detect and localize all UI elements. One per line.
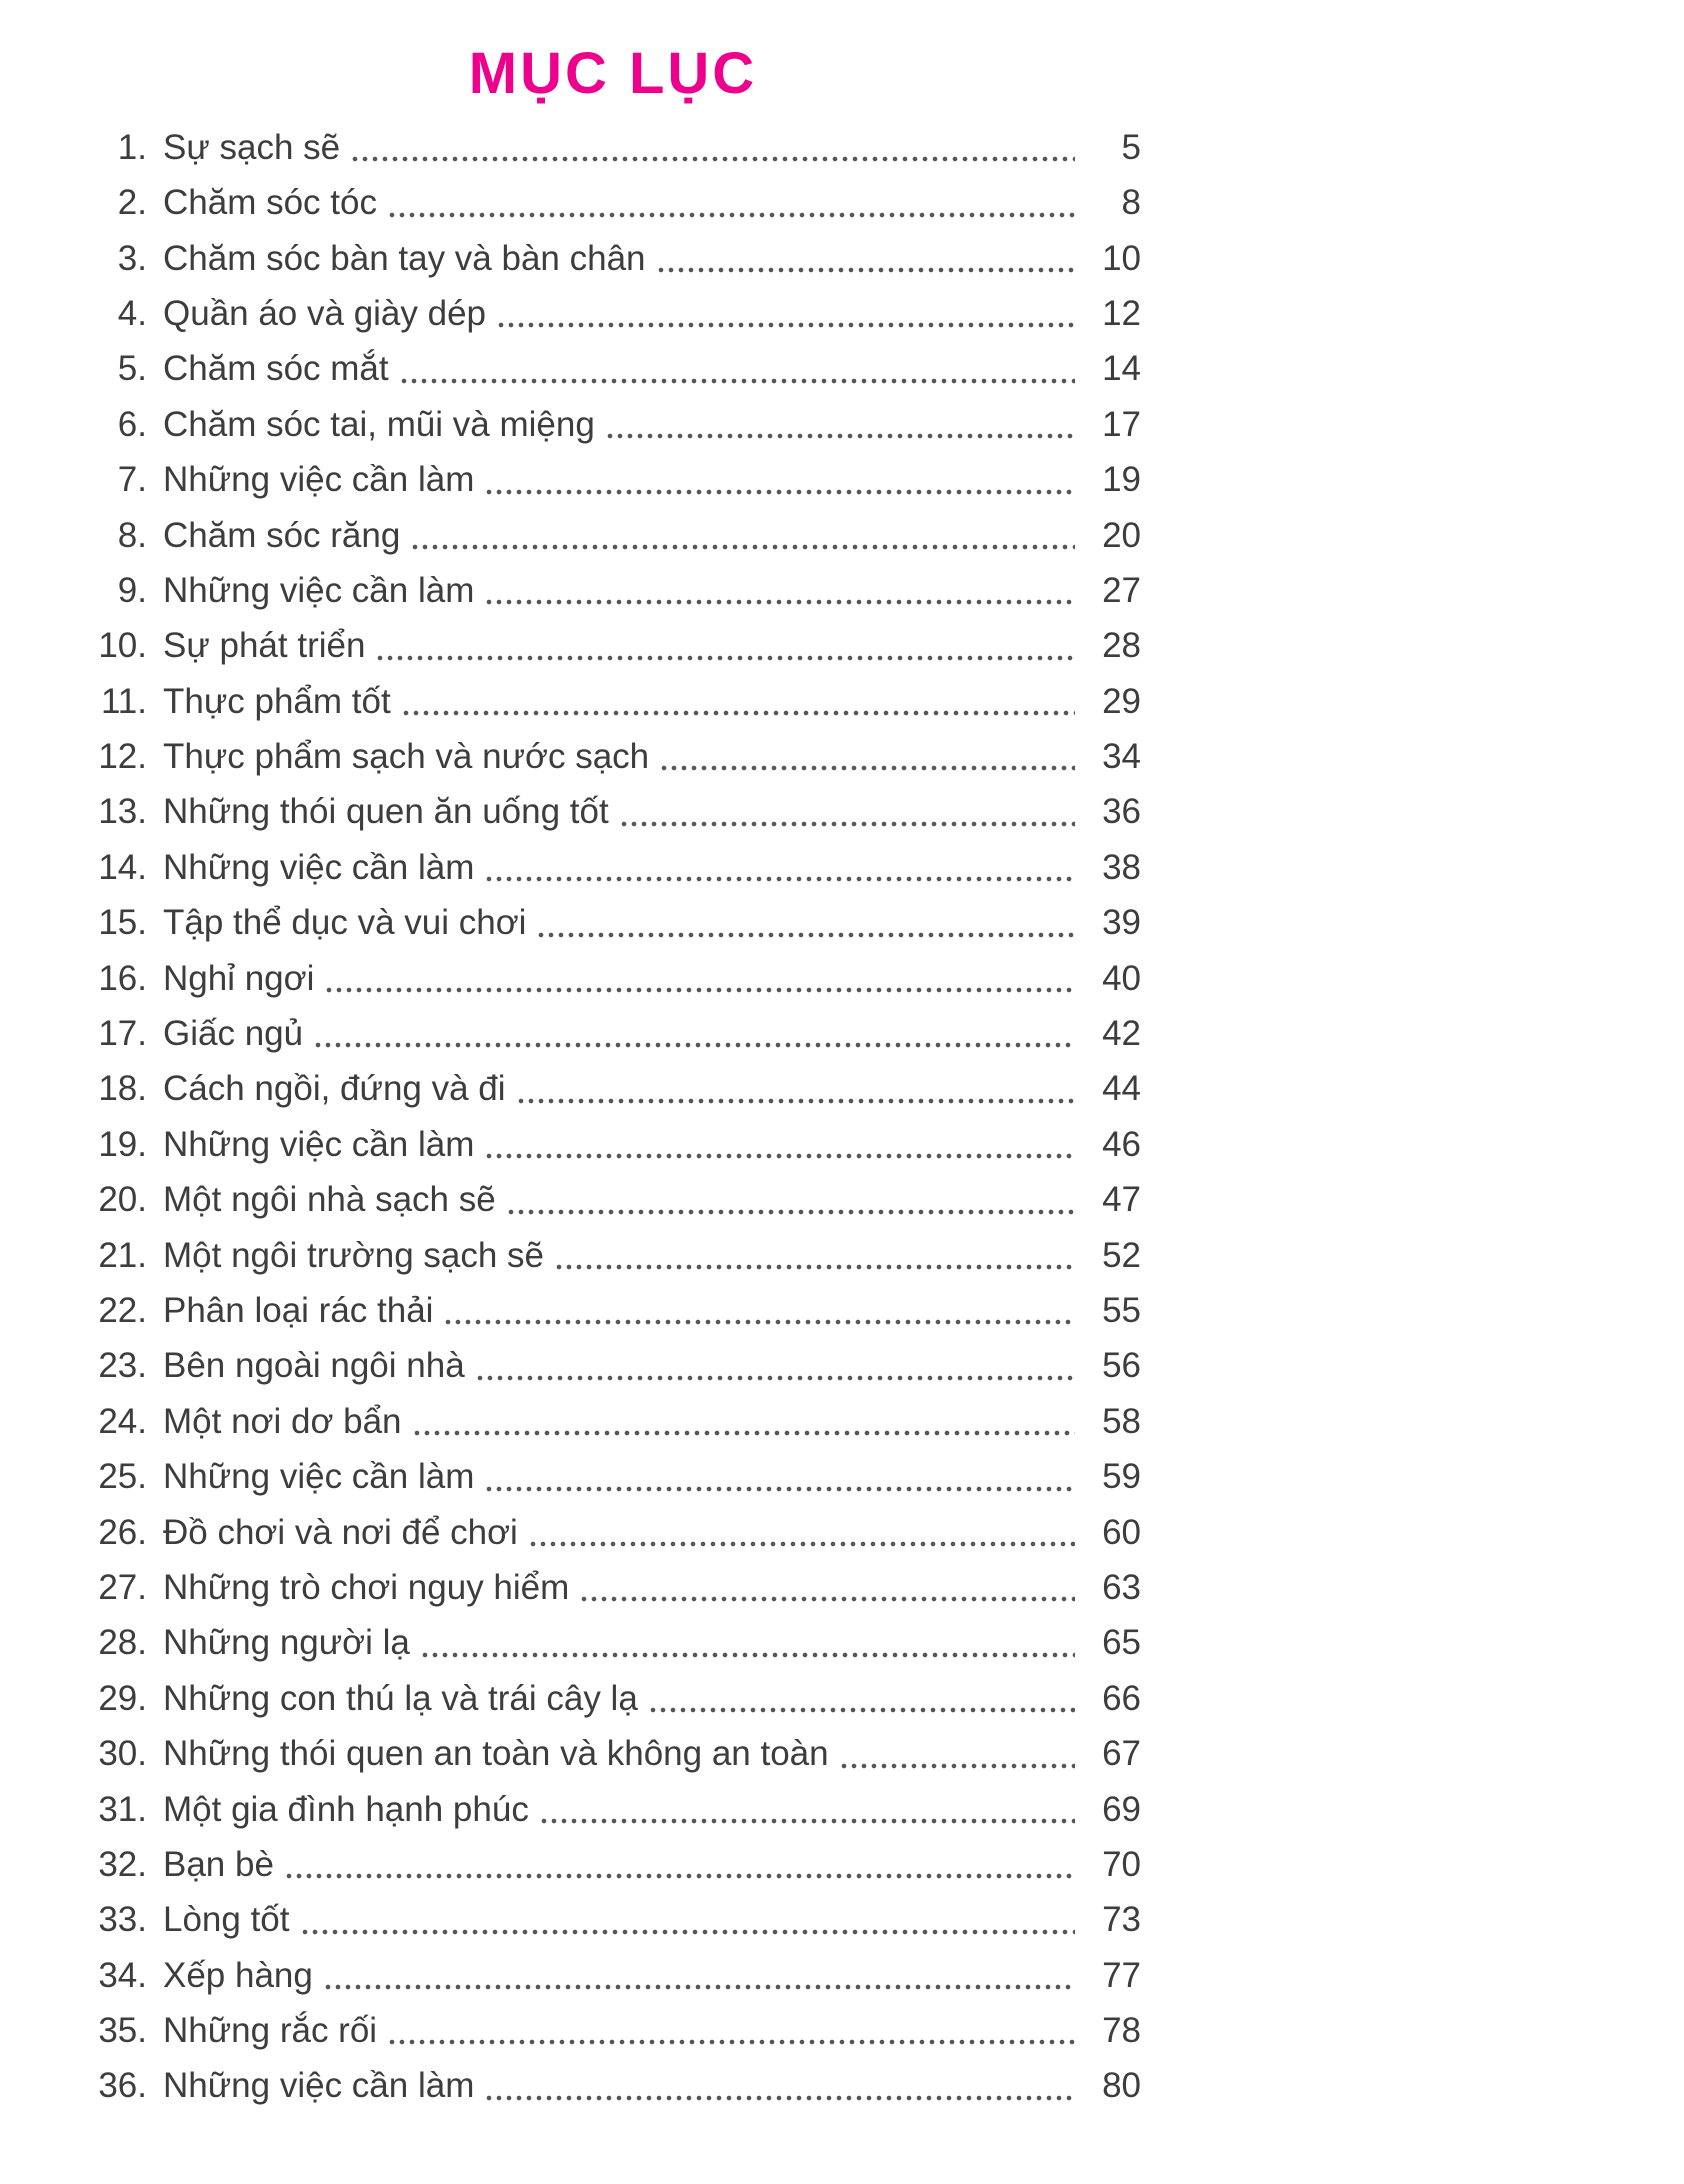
toc-entry-number: 32. <box>98 1844 147 1884</box>
dot-leader <box>539 1782 1075 1837</box>
toc-entry-title: Những rắc rối <box>163 2011 378 2051</box>
dot-leader <box>484 563 1075 618</box>
toc-entry-page: 28 <box>1102 626 1141 666</box>
toc-entry-number: 1. <box>117 127 147 167</box>
toc-entry-page: 20 <box>1102 515 1141 555</box>
toc-entry <box>85 895 1141 950</box>
dot-leader <box>375 618 1075 673</box>
toc-entry <box>85 618 1141 673</box>
toc-entry-title: Giấc ngủ <box>163 1014 304 1054</box>
toc-entry-page: 12 <box>1102 293 1141 333</box>
toc-entry-title: Đồ chơi và nơi để chơi <box>163 1512 518 1552</box>
toc-entry-title: Xếp hàng <box>163 1955 313 1995</box>
toc-entry-page: 60 <box>1102 1512 1141 1552</box>
toc-entry-title: Những người lạ <box>163 1623 410 1663</box>
dot-leader <box>313 1006 1075 1061</box>
toc-entry <box>85 951 1141 1006</box>
toc-entry <box>85 1782 1141 1837</box>
dot-leader <box>410 508 1075 563</box>
toc-entry-page: 17 <box>1102 404 1141 444</box>
dot-leader <box>475 1338 1075 1393</box>
toc-entry <box>85 1006 1141 1061</box>
toc-entry-title: Thực phẩm tốt <box>163 681 391 721</box>
page-title: MỤC LỤC <box>468 41 758 106</box>
toc-entry-number: 10. <box>98 626 147 666</box>
dot-leader <box>648 1671 1075 1726</box>
toc-entry-title: Những việc cần làm <box>163 570 475 610</box>
toc-entry-title: Cách ngồi, đứng và đi <box>163 1069 506 1109</box>
toc-entry-title: Một nơi dơ bẩn <box>163 1401 402 1441</box>
toc-entry-title: Chăm sóc tóc <box>163 183 377 223</box>
toc-entry-page: 44 <box>1102 1069 1141 1109</box>
toc-entry-title: Những việc cần làm <box>163 1124 475 1164</box>
dot-leader <box>324 951 1075 1006</box>
toc-entry <box>85 563 1141 618</box>
toc-entry-page: 14 <box>1102 349 1141 389</box>
toc-entry-number: 6. <box>117 404 147 444</box>
dot-leader <box>420 1615 1075 1670</box>
toc-entry-title: Những thói quen ăn uống tốt <box>163 792 609 832</box>
toc-entry <box>85 1671 1141 1726</box>
toc-entry-number: 2. <box>117 183 147 223</box>
toc-entry-number: 31. <box>98 1789 147 1829</box>
toc-entry-page: 47 <box>1102 1180 1141 1220</box>
dot-leader <box>554 1228 1075 1283</box>
toc-entry-page: 42 <box>1102 1014 1141 1054</box>
toc-entry <box>85 2058 1141 2113</box>
toc-entry <box>85 397 1141 452</box>
toc-entry-number: 28. <box>98 1623 147 1663</box>
toc-entry <box>85 1394 1141 1449</box>
toc-entry-number: 25. <box>98 1457 147 1497</box>
toc-entry <box>85 674 1141 729</box>
toc-entry-page: 56 <box>1102 1346 1141 1386</box>
dot-leader <box>387 175 1075 230</box>
toc-entry <box>85 1338 1141 1393</box>
toc-entry-title: Những thói quen an toàn và không an toàn <box>163 1734 829 1774</box>
toc-entry <box>85 1449 1141 1504</box>
dot-leader <box>300 1892 1076 1947</box>
toc-entry-number: 34. <box>98 1955 147 1995</box>
toc-entry <box>85 729 1141 784</box>
toc-entry-page: 40 <box>1102 958 1141 998</box>
toc-entry-title: Một ngôi nhà sạch sẽ <box>163 1180 496 1220</box>
toc-entry-number: 33. <box>98 1900 147 1940</box>
toc-entry-title: Phân loại rác thải <box>163 1291 434 1330</box>
toc-entry-title: Nghỉ ngơi <box>163 958 315 998</box>
dot-leader <box>605 397 1075 452</box>
toc-entry-page: 36 <box>1102 792 1141 832</box>
toc-entry-page: 52 <box>1102 1235 1141 1275</box>
toc-entry-number: 5. <box>117 349 147 389</box>
toc-entry <box>85 1283 1141 1338</box>
toc-entry-number: 23. <box>98 1346 147 1386</box>
toc-entry-page: 73 <box>1102 1900 1141 1940</box>
toc-entry <box>85 1117 1141 1172</box>
toc-entry-number: 21. <box>98 1235 147 1275</box>
toc-entry-number: 30. <box>98 1734 147 1774</box>
dot-leader <box>536 895 1075 950</box>
toc-entry-number: 27. <box>98 1567 147 1607</box>
toc-entry-page: 69 <box>1102 1789 1141 1829</box>
toc-entry <box>85 452 1141 507</box>
toc-entry-title: Chăm sóc mắt <box>163 349 389 389</box>
toc-entry-page: 34 <box>1102 737 1141 777</box>
toc-entry <box>85 1560 1141 1615</box>
toc-entry-number: 24. <box>98 1401 147 1441</box>
toc-entry-number: 9. <box>117 570 147 610</box>
toc-entry-number: 3. <box>117 238 147 278</box>
toc-entry-title: Chăm sóc tai, mũi và miệng <box>163 404 595 444</box>
dot-leader <box>484 840 1075 895</box>
dot-leader <box>399 341 1075 396</box>
dot-leader <box>323 1948 1075 2003</box>
toc-entry-number: 19. <box>98 1124 147 1164</box>
toc-entry <box>85 1228 1141 1283</box>
toc-entry <box>85 1837 1141 1892</box>
toc-entry-page: 70 <box>1102 1844 1141 1884</box>
toc-entry-number: 14. <box>98 847 147 887</box>
toc-entry-title: Thực phẩm sạch và nước sạch <box>163 737 650 777</box>
dot-leader <box>401 674 1075 729</box>
toc-entry-title: Sự sạch sẽ <box>163 127 341 167</box>
dot-leader <box>412 1394 1075 1449</box>
toc-entry-number: 36. <box>98 2066 147 2106</box>
toc-entry-number: 15. <box>98 903 147 943</box>
toc-entry <box>85 175 1141 230</box>
toc-entry-title: Bạn bè <box>163 1844 274 1884</box>
toc-entry-number: 18. <box>98 1069 147 1109</box>
toc-entry-title: Những việc cần làm <box>163 1457 475 1497</box>
toc-entry-page: 59 <box>1102 1457 1141 1497</box>
toc-entry-page: 78 <box>1102 2011 1141 2051</box>
toc-entry-number: 7. <box>117 460 147 500</box>
toc-entry <box>85 120 1141 175</box>
dot-leader <box>484 1449 1075 1504</box>
toc-entry-number: 11. <box>100 681 147 721</box>
toc-entry-title: Bên ngoài ngôi nhà <box>163 1346 465 1386</box>
toc-entry <box>85 341 1141 396</box>
toc-entry-page: 19 <box>1102 460 1141 500</box>
toc-entry-title: Những việc cần làm <box>163 2066 475 2106</box>
toc-entry <box>85 508 1141 563</box>
toc-list <box>85 120 1141 2114</box>
toc-entry-title: Những việc cần làm <box>163 460 475 500</box>
toc-entry-page: 10 <box>1102 238 1141 278</box>
toc-entry-page: 67 <box>1102 1734 1141 1774</box>
dot-leader <box>443 1283 1075 1338</box>
toc-entry-page: 27 <box>1102 570 1141 610</box>
toc-entry <box>85 286 1141 341</box>
dot-leader <box>387 2003 1075 2058</box>
toc-entry-number: 20. <box>98 1180 147 1220</box>
toc-entry-title: Một ngôi trường sạch sẽ <box>163 1235 545 1275</box>
dot-leader <box>528 1505 1075 1560</box>
toc-entry-page: 63 <box>1102 1567 1141 1607</box>
toc-entry-title: Chăm sóc răng <box>163 515 401 555</box>
dot-leader <box>579 1560 1075 1615</box>
toc-entry-number: 12. <box>98 737 147 777</box>
toc-entry <box>85 231 1141 286</box>
toc-entry-page: 38 <box>1102 847 1141 887</box>
dot-leader <box>496 286 1075 341</box>
toc-entry <box>85 1726 1141 1781</box>
toc-entry-title: Chăm sóc bàn tay và bàn chân <box>163 238 646 278</box>
toc-entry <box>85 2003 1141 2058</box>
toc-entry <box>85 1892 1141 1947</box>
toc-entry-page: 80 <box>1102 2066 1141 2106</box>
dot-leader <box>284 1837 1075 1892</box>
toc-entry <box>85 1615 1141 1670</box>
toc-entry <box>85 840 1141 895</box>
toc-entry-title: Lòng tốt <box>163 1900 290 1940</box>
dot-leader <box>839 1726 1075 1781</box>
toc-page <box>85 42 1141 2114</box>
toc-entry <box>85 1172 1141 1227</box>
dot-leader <box>619 784 1075 839</box>
toc-entry-title: Tập thể dục và vui chơi <box>163 903 527 943</box>
toc-entry-page: 58 <box>1102 1401 1141 1441</box>
dot-leader <box>506 1172 1075 1227</box>
toc-entry-title: Những trò chơi nguy hiểm <box>163 1567 570 1607</box>
dot-leader <box>484 2058 1075 2113</box>
toc-entry-page: 5 <box>1121 127 1141 167</box>
toc-entry-title: Sự phát triển <box>163 626 366 666</box>
toc-entry-page: 46 <box>1102 1124 1141 1164</box>
toc-entry-title: Những việc cần làm <box>163 847 475 887</box>
toc-entry-number: 29. <box>98 1678 147 1718</box>
toc-entry-page: 8 <box>1121 183 1141 223</box>
toc-entry-number: 35. <box>98 2011 147 2051</box>
dot-leader <box>659 729 1075 784</box>
dot-leader <box>484 452 1075 507</box>
toc-entry-number: 4. <box>117 293 147 333</box>
toc-entry-page: 77 <box>1102 1955 1141 1995</box>
dot-leader <box>516 1061 1075 1116</box>
toc-entry-number: 8. <box>117 515 147 555</box>
toc-entry <box>85 784 1141 839</box>
toc-entry <box>85 1948 1141 2003</box>
toc-entry-page: 39 <box>1102 903 1141 943</box>
toc-entry-number: 22. <box>98 1291 147 1330</box>
toc-entry <box>85 1505 1141 1560</box>
toc-entry-title: Những con thú lạ và trái cây lạ <box>163 1678 638 1718</box>
toc-entry-number: 16. <box>98 958 147 998</box>
toc-entry-page: 29 <box>1102 681 1141 721</box>
toc-entry-page: 66 <box>1102 1678 1141 1718</box>
toc-entry-number: 13. <box>98 792 147 832</box>
toc-entry-title: Quần áo và giày dép <box>163 293 487 333</box>
toc-entry-page: 55 <box>1102 1291 1141 1330</box>
toc-entry <box>85 1061 1141 1116</box>
toc-entry-number: 17. <box>98 1014 147 1054</box>
dot-leader <box>350 120 1075 175</box>
dot-leader <box>656 231 1075 286</box>
toc-entry-number: 26. <box>98 1512 147 1552</box>
toc-entry-title: Một gia đình hạnh phúc <box>163 1789 529 1829</box>
toc-entry-page: 65 <box>1102 1623 1141 1663</box>
dot-leader <box>484 1117 1075 1172</box>
